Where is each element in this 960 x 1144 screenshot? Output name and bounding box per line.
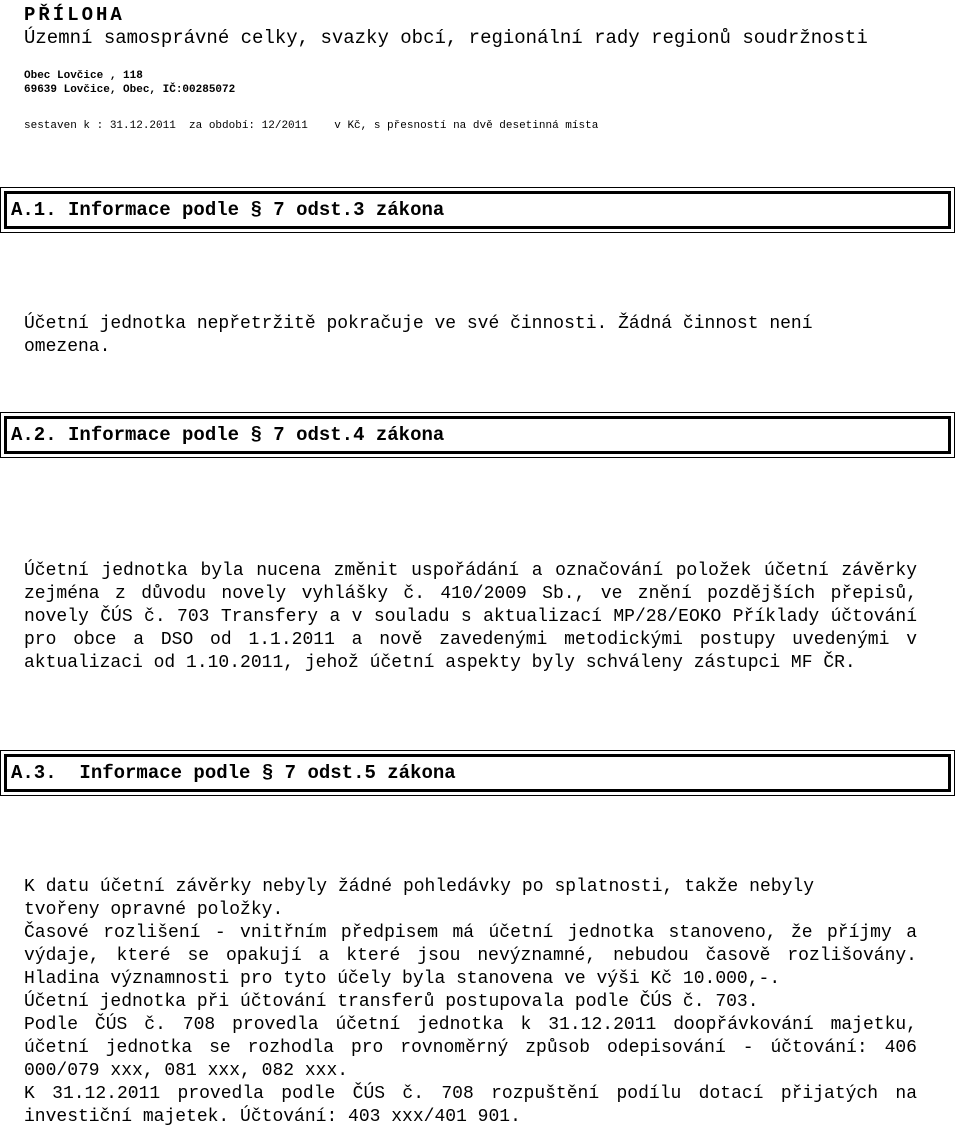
section-a3-heading-suffix: 7 odst.5 zákona [273, 762, 456, 784]
section-a1-body [24, 313, 894, 359]
section-a3-paragraph: Časové rozlišení - vnitřním předpisem má účetní jednotka stanoveno, že příjmy a výdaje, které se opakují a které jsou nevýznamné, nebudou časově rozlišovány. Hladina významnosti pro tyto účely byla stanovena ve výši Kč 10.000,-. [24, 923, 917, 989]
section-a3-body [24, 876, 917, 1129]
section-a2-body [24, 560, 917, 675]
section-a2-heading-suffix: 7 odst.4 zákona [261, 424, 445, 446]
section-a3-paragraph: K datu účetní závěrky nebyly žádné pohledávky po splatnosti, takže nebyly tvořeny opravné položky. [24, 877, 814, 920]
entity-address: 69639 Lovčice, Obec, IČ:00285072 [24, 84, 236, 96]
section-a1-heading-suffix: 7 odst.3 zákona [261, 199, 445, 221]
page-subtitle: Územní samosprávné celky, svazky obcí, regionální rady regionů soudržnosti [24, 27, 868, 49]
section-a3-heading [4, 754, 951, 792]
section-symbol-icon: § [261, 762, 274, 784]
section-symbol-icon: § [250, 199, 262, 221]
section-a1-heading-box [0, 187, 955, 233]
section-a3-heading-prefix: A.3. Informace podle [11, 762, 262, 784]
section-a1-paragraph: Účetní jednotka nepřetržitě pokračuje ve své činnosti. Žádná činnost není omezena. [24, 314, 813, 357]
report-meta: sestaven k : 31.12.2011 za období: 12/2011 v Kč, s přesností na dvě desetinná místa [24, 120, 599, 132]
section-a3-heading-box [0, 750, 955, 796]
section-symbol-icon: § [250, 424, 262, 446]
entity-name: Obec Lovčice , 118 [24, 70, 143, 82]
section-a1-heading-prefix: A.1. Informace podle [11, 199, 251, 221]
section-a2-heading [4, 416, 951, 454]
section-a1-heading [4, 191, 951, 229]
section-a2-heading-box [0, 412, 955, 458]
section-a3-paragraph: Účetní jednotka při účtování transferů postupovala podle ČÚS č. 703. [24, 992, 759, 1012]
page-title: PŘÍLOHA [24, 4, 125, 26]
section-a2-paragraph: Účetní jednotka byla nucena změnit uspořádání a označování položek účetní závěrky zejména z důvodu novely vyhlášky č. 410/2009 Sb., ve znění pozdějších přepisů, novely ČÚS č. 703 Transfery a v souladu s aktualizací MP/28/EOKO Příklady účtování pro obce a DSO od 1.1.2011 a nově zavedenými metodickými postupy uvedenými v aktualizaci od 1.10.2011, jehož účetní aspekty byly schváleny zástupci MF ČR. [24, 561, 917, 673]
section-a3-paragraph: Podle ČÚS č. 708 provedla účetní jednotka k 31.12.2011 doopřávkování majetku, účetní jednotka se rozhodla pro rovnoměrný způsob odepisování - účtování: 406 000/079 xxx, 081 xxx, 082 xxx. [24, 1015, 917, 1081]
section-a3-paragraph: K 31.12.2011 provedla podle ČÚS č. 708 rozpuštění podílu dotací přijatých na investiční majetek. Účtování: 403 xxx/401 901. [24, 1084, 917, 1127]
section-a2-heading-prefix: A.2. Informace podle [11, 424, 251, 446]
